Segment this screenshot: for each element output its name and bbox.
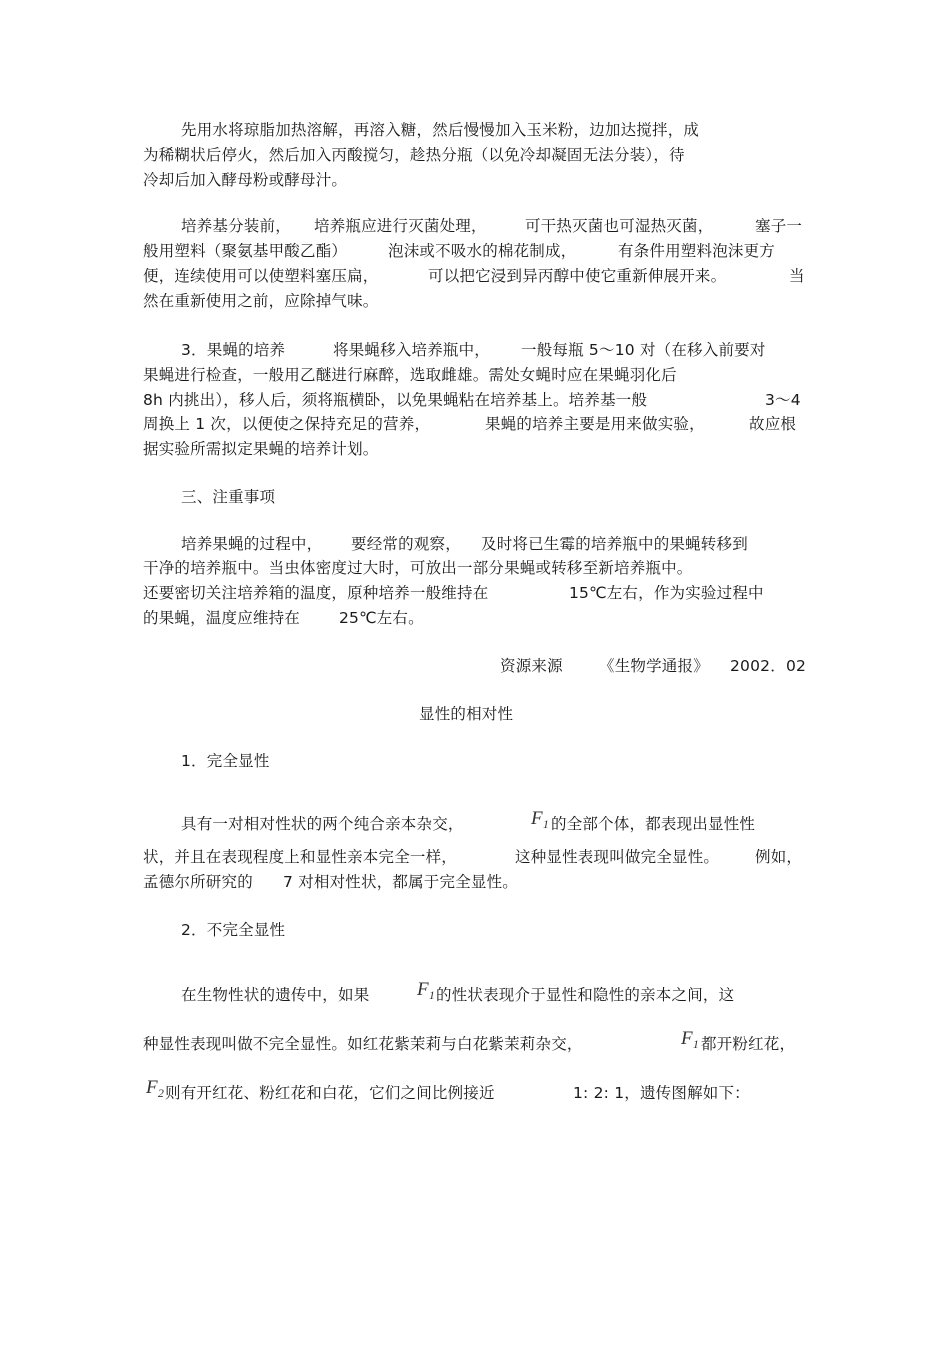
text: 可以把它浸到异丙醇中使它重新伸展开来。 xyxy=(428,267,727,285)
heading-text: 三、注重事项 xyxy=(181,488,276,506)
heading-text: 1．完全显性 xyxy=(181,752,270,770)
text: 塞子一 xyxy=(755,217,803,235)
text: 泡沫或不吸水的棉花制成， xyxy=(388,242,577,260)
source-journal: 《生物学通报》 xyxy=(599,657,709,675)
text: 便，连续使用可以使塑料塞压扁， xyxy=(143,267,379,285)
text: 及时将已生霉的培养瓶中的果蝇转移到 xyxy=(481,535,748,553)
text: 则有开红花、粉红花和白花，它们之间比例接近 xyxy=(165,1084,495,1102)
source-date: 2002．02 xyxy=(730,657,807,675)
text: 当 xyxy=(789,267,805,285)
f1-symbol: $F_1$ xyxy=(417,979,436,1003)
text: 培养瓶应进行灭菌处理， xyxy=(314,217,487,235)
text: 状，并且在表现程度上和显性亲本完全一样， xyxy=(143,848,458,866)
text: 8h 内挑出），移人后，须将瓶横卧，以免果蝇粘在培养基上。培养基一般 xyxy=(143,391,648,409)
text: 为稀糊状后停火，然后加入丙酸搅匀，趁热分瓶（以免冷却凝固无法分装），待 xyxy=(143,146,685,164)
text: 据实验所需拟定果蝇的培养计划。 xyxy=(143,440,379,458)
text: 冷却后加入酵母粉或酵母汁。 xyxy=(143,171,348,189)
text: 还要密切关注培养箱的温度，原种培养一般维持在 xyxy=(143,584,489,602)
text: 25℃左右。 xyxy=(339,609,424,627)
text: 的性状表现介于显性和隐性的亲本之间，这 xyxy=(436,986,735,1004)
text: 例如， xyxy=(755,848,803,866)
text: 果蝇进行检查，一般用乙醚进行麻醉，选取雌雄。需处女蝇时应在果蝇羽化后 xyxy=(143,366,677,384)
text: 般用塑料（聚氨基甲酸乙酯） xyxy=(143,242,348,260)
text: 要经常的观察， xyxy=(351,535,461,553)
text: 有条件用塑料泡沫更方 xyxy=(618,242,776,260)
text: 的全部个体，都表现出显性性 xyxy=(551,815,756,833)
text: 的果蝇，温度应维持在 xyxy=(143,609,301,627)
text: 培养果蝇的过程中， xyxy=(181,535,323,553)
text: 都开粉红花， xyxy=(701,1035,796,1053)
text: 一般每瓶 5～10 对（在移入前要对 xyxy=(521,341,766,359)
text: 周换上 1 次，以便使之保持充足的营养， xyxy=(143,415,431,433)
heading-text: 2．不完全显性 xyxy=(181,921,286,939)
f1-symbol: $F_1$ xyxy=(531,808,550,832)
text: 1: 2: 1，遗传图解如下： xyxy=(573,1084,750,1102)
f2-symbol: $F_2$ xyxy=(146,1077,165,1101)
text: 故应根 xyxy=(749,415,797,433)
text: 这种显性表现叫做完全显性。 xyxy=(515,848,720,866)
text: 孟德尔所研究的 xyxy=(143,873,253,891)
source-label: 资源来源 xyxy=(500,657,563,675)
text: 将果蝇移入培养瓶中， xyxy=(333,341,491,359)
text: 果蝇的培养主要是用来做实验， xyxy=(485,415,705,433)
title-text: 显性的相对性 xyxy=(419,705,514,723)
text: 3～4 xyxy=(765,391,801,409)
text: 在生物性状的遗传中，如果 xyxy=(181,986,370,1004)
section-heading-fruit-fly-culture: 3．果蝇的培养 xyxy=(181,341,286,359)
text: 然在重新使用之前，应除掉气味。 xyxy=(143,292,379,310)
text: 可干热灭菌也可湿热灭菌， xyxy=(525,217,714,235)
text: 干净的培养瓶中。当虫体密度过大时，可放出一部分果蝇或转移至新培养瓶中。 xyxy=(143,559,693,577)
text: 种显性表现叫做不完全显性。如红花紫茉莉与白花紫茉莉杂交， xyxy=(143,1035,583,1053)
text: 7 对相对性状，都属于完全显性。 xyxy=(283,873,518,891)
f1-symbol: $F_1$ xyxy=(681,1028,700,1052)
text: 培养基分装前， xyxy=(181,217,291,235)
text: 15℃左右，作为实验过程中 xyxy=(569,584,764,602)
text: 具有一对相对性状的两个纯合亲本杂交， xyxy=(181,815,464,833)
text: 先用水将琼脂加热溶解，再溶入糖，然后慢慢加入玉米粉，边加达搅拌，成 xyxy=(181,121,700,139)
